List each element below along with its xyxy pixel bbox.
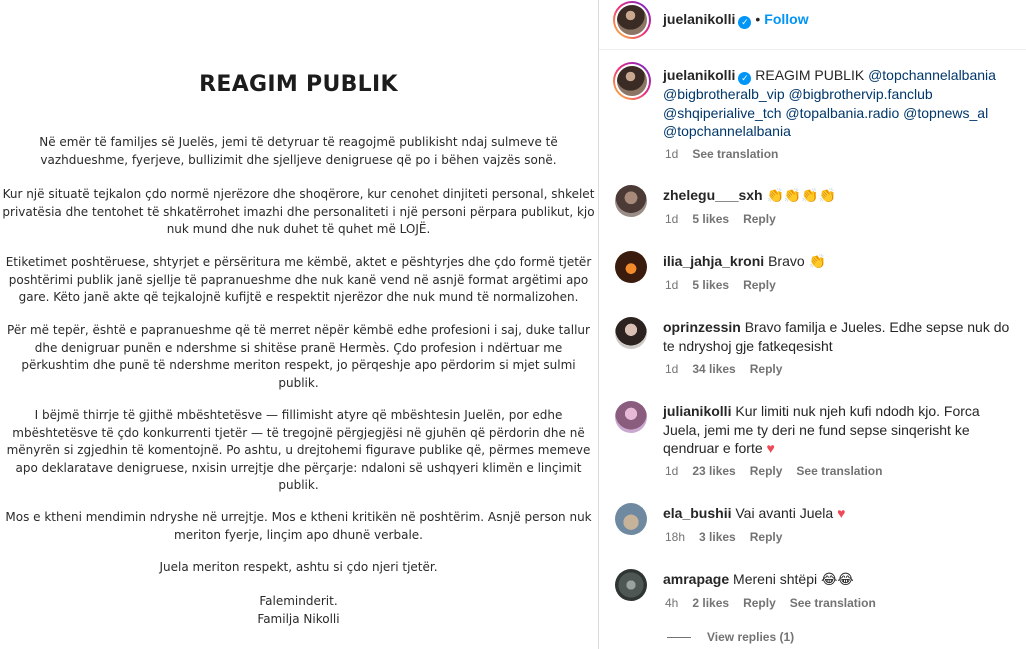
- text-line: Për më tepër, është e papranueshme që të merret nëpër këmbë edhe profesioni i saj, duke tallur: [7, 323, 590, 337]
- comment-avatar[interactable]: [615, 251, 647, 283]
- text-line: gare. Këto janë akte që tejkalojnë kufijtë e respektit njerëzor dhe nuk mund të normalizohen.: [18, 290, 579, 304]
- reply-button[interactable]: Reply: [743, 212, 776, 226]
- caption-meta: [665, 147, 792, 161]
- view-replies-button[interactable]: [667, 630, 794, 644]
- timestamp[interactable]: 1d: [665, 212, 679, 226]
- comment-text: Bravo 👏: [768, 253, 826, 269]
- timestamp[interactable]: 18h: [665, 530, 686, 544]
- likes-count[interactable]: 5 likes: [692, 212, 730, 226]
- author-avatar[interactable]: [613, 1, 651, 39]
- post-signature: [0, 593, 597, 628]
- reply-button[interactable]: Reply: [749, 530, 783, 544]
- comment-avatar[interactable]: [615, 503, 647, 535]
- comment-text: Kur limiti nuk njeh kufi ndodh kjo. Forca Juela, jemi me ty deri ne fund sepse sinqerisht ke qendruar e forte: [663, 403, 980, 456]
- post-paragraph-2: [0, 186, 597, 239]
- comment-username[interactable]: amrapage: [663, 571, 730, 587]
- post-title: REAGIM PUBLIK: [199, 72, 398, 97]
- see-translation-button[interactable]: See translation: [692, 147, 779, 161]
- mention-link[interactable]: @shqiperialive_tch: [663, 104, 782, 121]
- verified-badge-icon: ✓: [738, 72, 751, 85]
- comment-avatar[interactable]: [615, 317, 647, 349]
- mention-link[interactable]: @bigbrothervip.fanclub: [788, 86, 933, 102]
- comment-text: Vai avanti Juela: [735, 505, 834, 521]
- text-line: nuk mund dhe nuk duhet të quhet më LOJË.: [166, 222, 431, 236]
- comment-item: [663, 402, 1013, 458]
- text-line: privatësia dhe tentohet të shkatërrohet imazhi dhe personaliteti i një personi përpara publikut, kjo: [2, 204, 595, 219]
- text-line: Mos e ktheni mendimin ndryshe në urrejtje. Mos e ktheni kritikën në poshtërim. Asnjë person nuk: [5, 510, 592, 524]
- post-paragraph-1: [0, 134, 597, 169]
- text-line: poshtërimi publik janë sjellje të papranueshme dhe nuk kanë vend në asnjë format argëtimi apo: [8, 272, 589, 287]
- divider-line: [667, 637, 691, 638]
- timestamp[interactable]: 1d: [665, 362, 679, 376]
- text-line: Faleminderit.: [259, 594, 338, 608]
- likes-count[interactable]: 23 likes: [692, 464, 736, 478]
- caption: [663, 66, 1013, 141]
- text-line: Kur një situatë tejkalon çdo normë njerëzore dhe shoqërore, kur cenohet dinjiteti personal, shkelet: [2, 187, 595, 201]
- text-line: apo deklaratave denigruese, nxisin urrejtje dhe përçarje: ndaloni së ushqyeri klimën e linçimit: [15, 460, 582, 475]
- text-line: meriton fyerje, linçim apo dhunë verbale.: [174, 527, 423, 542]
- heart-icon: ♥: [837, 505, 846, 521]
- mention-link[interactable]: @topchannelalbania: [663, 123, 791, 139]
- comment-meta: [665, 278, 790, 292]
- heart-icon: ♥: [766, 440, 775, 456]
- post-paragraph-3: [0, 254, 597, 307]
- text-line: publik.: [278, 375, 319, 390]
- comment-meta: [665, 362, 796, 376]
- comment-meta: [665, 530, 796, 544]
- comment-username[interactable]: ela_bushii: [663, 505, 732, 521]
- comment-avatar[interactable]: [615, 569, 647, 601]
- comment-username[interactable]: oprinzessin: [663, 319, 741, 335]
- comment-item: [663, 570, 1013, 589]
- text-line: Familja Nikolli: [257, 611, 340, 626]
- mention-link[interactable]: @topalbania.radio: [785, 104, 900, 121]
- reply-button[interactable]: Reply: [743, 596, 776, 610]
- caption-avatar[interactable]: [613, 62, 651, 100]
- likes-count[interactable]: 2 likes: [692, 596, 730, 610]
- text-line: publik.: [278, 478, 319, 492]
- reply-button[interactable]: Reply: [749, 464, 783, 478]
- comments-panel: [598, 0, 1026, 649]
- comment-avatar[interactable]: [615, 185, 647, 217]
- comment-username[interactable]: zhelegu___sxh: [663, 187, 763, 203]
- caption-username[interactable]: juelanikolli: [663, 67, 736, 83]
- comment-meta: [665, 464, 896, 478]
- mention-link[interactable]: @bigbrotheralb_vip: [663, 86, 785, 102]
- see-translation-button[interactable]: See translation: [789, 596, 876, 610]
- text-line: Juela meriton respekt, ashtu si çdo njeri tjetër.: [159, 560, 438, 574]
- likes-count[interactable]: 3 likes: [699, 530, 736, 544]
- likes-count[interactable]: 5 likes: [692, 278, 730, 292]
- post-paragraph-4: [0, 322, 597, 392]
- comment-avatar[interactable]: [615, 401, 647, 433]
- post-paragraph-7: [0, 559, 597, 577]
- text-line: mënyrën si zgjedhin të komentojnë. Po ashtu, u drejtohemi figurave publike që, përmes memeve: [6, 443, 591, 457]
- comment-item: [663, 318, 1013, 355]
- comment-item: [663, 186, 1013, 205]
- reply-button[interactable]: Reply: [743, 278, 776, 292]
- caption-text: REAGIM PUBLIK: [755, 67, 865, 83]
- timestamp[interactable]: 4h: [665, 596, 679, 610]
- verified-badge-icon: ✓: [738, 16, 751, 29]
- comment-meta: [665, 212, 790, 226]
- post-paragraph-5: [0, 407, 597, 495]
- timestamp[interactable]: 1d: [665, 278, 679, 292]
- mention-link[interactable]: @topnews_al: [903, 104, 989, 121]
- separator-dot: •: [755, 11, 761, 27]
- text-line: dhe denigruar punën e ndershme si shitëse pranë Hermès. Çdo profesion i ndërtuar me: [34, 340, 563, 355]
- comment-text: Mereni shtëpi 😂😂: [733, 571, 854, 587]
- post-header: [599, 0, 1026, 50]
- mention-link[interactable]: @topchannelalbania: [868, 67, 996, 83]
- comment-username[interactable]: ilia_jahja_kroni: [663, 253, 765, 269]
- text-line: mbështetësve të çdo konkurrenti tjetër — të tregojnë përgjegjësi në gjuhën që përdorin dhe në: [12, 425, 585, 440]
- see-translation-button[interactable]: See translation: [796, 464, 883, 478]
- reply-button[interactable]: Reply: [749, 362, 783, 376]
- comment-item: [663, 504, 1013, 523]
- comment-meta: [665, 596, 890, 610]
- likes-count[interactable]: 34 likes: [692, 362, 736, 376]
- comment-text: 👏👏👏👏: [766, 187, 837, 203]
- view-replies-label: View replies (1): [707, 630, 795, 644]
- timestamp[interactable]: 1d: [665, 147, 679, 161]
- text-line: vazhdueshme, fyerjeve, bullizimit dhe sjelljeve denigruese që po i bëhen vajzës sonë.: [40, 152, 557, 167]
- comment-text: Bravo familja e Jueles. Edhe sepse nuk do te ndryshoj gje fatkeqesisht: [663, 319, 1010, 354]
- text-line: Etiketimet poshtëruese, shtyrjet e përsëritura me këmbë, aktet e pështyrjes dhe çdo formë tjetër: [5, 255, 592, 269]
- comment-item: [663, 252, 1013, 271]
- author-username[interactable]: juelanikolli: [663, 11, 736, 27]
- text-line: përkushtim dhe punë të ndershme meriton respekt, jo përqeshje apo përdorim si mjet sulmi: [21, 358, 576, 372]
- timestamp[interactable]: 1d: [665, 464, 679, 478]
- text-line: I bëjmë thirrje të gjithë mbështetësve — fillimisht atyre që mbështesin Juelën, por edhe: [34, 408, 563, 422]
- follow-button[interactable]: Follow: [764, 11, 809, 27]
- text-line: Në emër të familjes së Juelës, jemi të detyruar të reagojmë publikisht ndaj sulmeve të: [39, 135, 558, 149]
- post-paragraph-6: [0, 509, 597, 544]
- comment-username[interactable]: julianikolli: [663, 403, 732, 419]
